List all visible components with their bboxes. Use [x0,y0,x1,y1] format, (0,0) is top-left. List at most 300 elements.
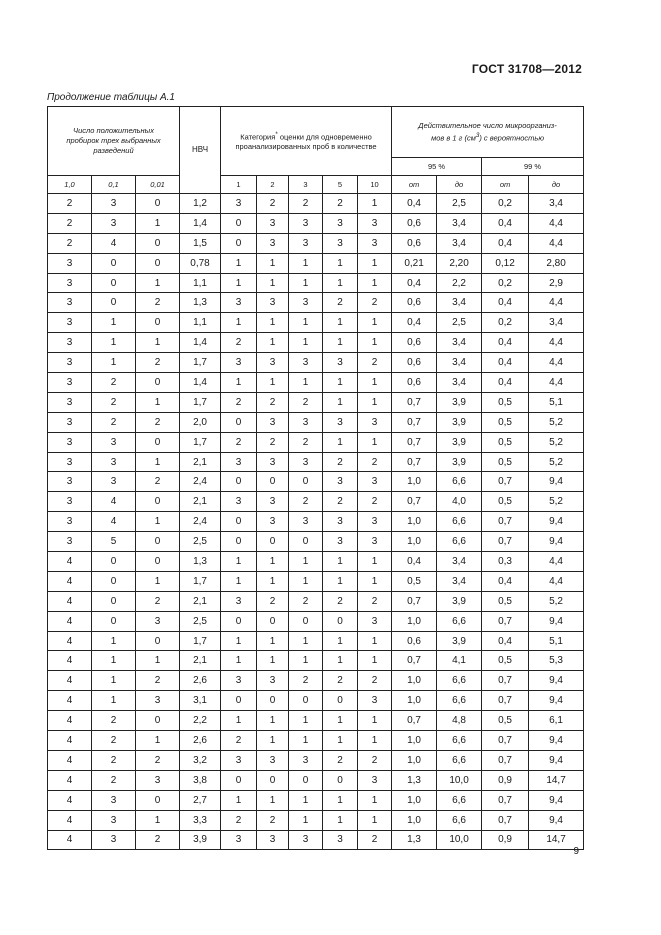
table-cell: 3 [358,472,392,492]
table-cell: 1 [358,651,392,671]
table-cell: 0,4 [482,333,529,353]
table-cell: 2 [358,293,392,313]
table-cell: 3,4 [437,353,482,373]
table-cell: 2 [92,373,136,393]
table-cell: 1 [289,333,323,353]
table-cell: 3 [136,611,180,631]
table-cell: 2,6 [180,731,221,751]
table-cell: 1 [358,432,392,452]
table-cell: 2 [358,452,392,472]
table-cell: 3 [358,512,392,532]
table-cell: 1,3 [392,770,437,790]
table-cell: 1 [92,353,136,373]
table-cell: 2 [92,731,136,751]
table-row [48,552,584,572]
header-to: до [529,176,584,194]
table-cell: 3 [48,353,92,373]
table-cell: 1 [257,731,289,751]
table-cell: 0,6 [392,213,437,233]
table-cell: 1 [358,810,392,830]
table-cell: 0,7 [482,790,529,810]
table-cell: 2 [221,731,257,751]
table-cell: 3 [48,492,92,512]
table-cell: 1,7 [180,392,221,412]
table-cell: 1,7 [180,353,221,373]
table-cell: 1 [221,571,257,591]
table-cell: 3 [289,452,323,472]
table-cell: 1 [358,731,392,751]
table-cell: 0 [221,770,257,790]
table-cell: 1,2 [180,194,221,214]
table-cell: 0 [92,253,136,273]
table-cell: 2,4 [180,472,221,492]
table-cell: 1 [289,790,323,810]
table-cell: 3,9 [437,392,482,412]
table-cell: 1 [323,552,358,572]
table-cell: 3 [289,293,323,313]
table-cell: 1,0 [392,810,437,830]
header-nvch: НВЧ [180,107,221,194]
table-cell: 4,4 [529,571,584,591]
table-cell: 1,3 [180,293,221,313]
header-dilution: 1,0 [48,176,92,194]
table-cell: 4 [48,691,92,711]
table-cell: 2,5 [180,611,221,631]
table-cell: 3,4 [437,233,482,253]
table-cell: 0,9 [482,770,529,790]
table-cell: 4 [48,790,92,810]
table-cell: 1,0 [392,512,437,532]
table-cell: 0,5 [392,571,437,591]
table-cell: 3,9 [437,452,482,472]
header-actual-line2-prefix: мов в 1 г (см [431,133,476,143]
table-cell: 2,2 [180,711,221,731]
table-cell: 0,7 [392,492,437,512]
table-row [48,711,584,731]
table-cell: 3,4 [437,552,482,572]
table-cell: 2 [257,810,289,830]
table-cell: 1 [257,273,289,293]
header-count: 5 [323,176,358,194]
table-cell: 3 [323,353,358,373]
table-row [48,313,584,333]
table-cell: 3 [257,830,289,850]
table-cell: 1 [221,552,257,572]
table-cell: 3,4 [529,194,584,214]
table-cell: 2 [323,293,358,313]
table-cell: 3 [221,591,257,611]
table-cell: 0,4 [482,571,529,591]
table-cell: 2 [136,412,180,432]
table-cell: 0,4 [482,213,529,233]
table-cell: 2 [136,293,180,313]
table-cell: 1 [257,631,289,651]
header-category-prefix: Категория [240,132,276,142]
table-cell: 3 [257,412,289,432]
table-cell: 2 [136,671,180,691]
table-cell: 2 [358,492,392,512]
table-cell: 1 [323,651,358,671]
table-cell: 5,3 [529,651,584,671]
table-cell: 1 [92,671,136,691]
table-cell: 0 [136,194,180,214]
table-cell: 1 [221,711,257,731]
table-cell: 3 [289,750,323,770]
table-cell: 0,5 [482,591,529,611]
table-cell: 3,4 [529,313,584,333]
table-row [48,412,584,432]
table-cell: 9,4 [529,731,584,751]
table-cell: 0,5 [482,432,529,452]
table-cell: 0,7 [482,671,529,691]
header-p95: 95 % [392,158,482,176]
table-cell: 1,3 [392,830,437,850]
table-cell: 3 [92,810,136,830]
table-cell: 2 [323,750,358,770]
table-cell: 4 [48,571,92,591]
table-cell: 6,6 [437,532,482,552]
table-cell: 1 [323,392,358,412]
table-cell: 2,7 [180,790,221,810]
table-cell: 1,3 [180,552,221,572]
table-cell: 1 [221,373,257,393]
table-cell: 0,4 [392,273,437,293]
table-cell: 4 [48,591,92,611]
table-cell: 1 [136,392,180,412]
table-cell: 0,7 [392,651,437,671]
table-row [48,790,584,810]
table-cell: 0,7 [482,810,529,830]
table-cell: 3 [358,233,392,253]
table-cell: 0,12 [482,253,529,273]
table-row [48,432,584,452]
table-cell: 1 [136,273,180,293]
table-cell: 1 [257,373,289,393]
table-cell: 0,3 [482,552,529,572]
header-actual-line2 [392,131,583,144]
table-cell: 1 [289,631,323,651]
table-cell: 4 [48,711,92,731]
table-cell: 0 [289,770,323,790]
table-cell: 14,7 [529,830,584,850]
table-body [48,194,584,850]
table-cell: 2 [136,472,180,492]
table-cell: 0 [323,770,358,790]
table-cell: 3,1 [180,691,221,711]
table-cell: 3 [221,830,257,850]
table-cell: 4 [48,830,92,850]
table-cell: 0 [92,293,136,313]
table-cell: 1 [92,691,136,711]
table-cell: 1,0 [392,671,437,691]
table-cell: 3,9 [437,432,482,452]
table-cell: 1 [358,253,392,273]
table-cell: 3 [221,492,257,512]
header-dilution: 0,01 [136,176,180,194]
table-cell: 0,6 [392,353,437,373]
table-cell: 0,7 [482,611,529,631]
table-cell: 1,7 [180,432,221,452]
table-cell: 3 [257,353,289,373]
table-row [48,611,584,631]
table-cell: 2,1 [180,492,221,512]
table-cell: 0 [289,472,323,492]
table-cell: 9,4 [529,512,584,532]
table-caption: Продолжение таблицы А.1 [47,92,175,103]
table-cell: 3 [48,293,92,313]
table-cell: 0,9 [482,830,529,850]
table-cell: 1 [92,333,136,353]
table-row [48,373,584,393]
table-cell: 2 [136,830,180,850]
table-cell: 1 [323,373,358,393]
table-cell: 6,6 [437,611,482,631]
table-cell: 2,80 [529,253,584,273]
table-cell: 1 [221,273,257,293]
table-cell: 3 [289,830,323,850]
table-cell: 4 [48,611,92,631]
table-cell: 0 [221,512,257,532]
table-row [48,750,584,770]
table-cell: 4,4 [529,353,584,373]
table-cell: 2 [136,591,180,611]
table-cell: 0,5 [482,492,529,512]
table-cell: 1 [358,552,392,572]
table-cell: 1 [221,631,257,651]
table-cell: 1 [257,552,289,572]
table-row [48,631,584,651]
header-actual-line2-suffix: ) с вероятностью [479,133,544,143]
table-row [48,213,584,233]
table-cell: 1 [289,711,323,731]
table-cell: 1 [221,313,257,333]
table-cell: 0,7 [392,412,437,432]
table-cell: 1 [257,651,289,671]
table-cell: 0 [221,691,257,711]
table-cell: 2 [257,591,289,611]
table-cell: 3 [323,412,358,432]
table-cell: 4 [48,671,92,691]
table-cell: 3 [92,472,136,492]
table-cell: 1 [358,571,392,591]
table-cell: 1,0 [392,750,437,770]
table-cell: 2 [257,432,289,452]
table-cell: 1,0 [392,731,437,751]
table-cell: 3 [289,412,323,432]
table-cell: 1 [289,273,323,293]
table-cell: 2 [289,492,323,512]
table-cell: 1 [358,631,392,651]
table-cell: 2 [289,194,323,214]
table-cell: 4 [48,731,92,751]
table-cell: 3 [221,750,257,770]
table-cell: 3 [257,452,289,472]
table-cell: 3,4 [437,373,482,393]
table-cell: 3 [358,770,392,790]
table-cell: 0,7 [482,472,529,492]
header-actual-count [392,107,584,158]
table-cell: 0 [323,691,358,711]
document-code: ГОСТ 31708—2012 [471,62,582,76]
header-positives: Число положительных пробирок трех выбранных разведений [48,107,180,176]
table-cell: 1 [323,313,358,333]
table-cell: 0,5 [482,711,529,731]
table-cell: 3 [221,452,257,472]
table-cell: 6,6 [437,671,482,691]
table-row [48,591,584,611]
table-row [48,810,584,830]
table-row [48,333,584,353]
table-cell: 3 [257,233,289,253]
table-cell: 2 [92,750,136,770]
table-cell: 3 [358,412,392,432]
table-row [48,691,584,711]
table-row [48,731,584,751]
table-cell: 3 [221,353,257,373]
table-cell: 6,1 [529,711,584,731]
table-cell: 9,4 [529,611,584,631]
table-cell: 2 [221,810,257,830]
table-cell: 0,6 [392,373,437,393]
table-cell: 1 [323,432,358,452]
table-cell: 0,5 [482,412,529,432]
table-cell: 4,8 [437,711,482,731]
data-table [47,106,584,850]
table-cell: 2,4 [180,512,221,532]
table-cell: 0 [136,373,180,393]
table-cell: 3,9 [437,631,482,651]
table-cell: 1 [257,790,289,810]
table-cell: 2 [358,353,392,373]
table-cell: 1 [289,571,323,591]
table-cell: 3 [48,273,92,293]
table-cell: 4,4 [529,233,584,253]
table-cell: 3 [323,532,358,552]
table-cell: 4,4 [529,333,584,353]
table-cell: 1 [323,253,358,273]
table-cell: 2 [221,392,257,412]
table-cell: 5,2 [529,432,584,452]
table-cell: 1 [136,571,180,591]
table-cell: 1 [136,452,180,472]
table-cell: 2 [323,492,358,512]
table-cell: 1 [136,333,180,353]
header-from: от [392,176,437,194]
table-row [48,233,584,253]
table-cell: 0,7 [482,512,529,532]
table-cell: 3 [323,472,358,492]
header-category [221,107,392,176]
table-cell: 2 [257,392,289,412]
table-cell: 0,2 [482,313,529,333]
table-row [48,392,584,412]
table-cell: 0 [92,273,136,293]
table-cell: 1 [136,213,180,233]
table-cell: 1 [136,651,180,671]
table-cell: 9,4 [529,472,584,492]
table-cell: 0 [257,611,289,631]
table-row [48,253,584,273]
table-cell: 3 [323,512,358,532]
header-actual-line1: Действительное число микроорганиз- [418,120,557,130]
table-cell: 2 [289,671,323,691]
table-cell: 0,7 [392,711,437,731]
table-row [48,770,584,790]
table-cell: 2,2 [437,273,482,293]
table-cell: 3,4 [437,293,482,313]
table-cell: 3,3 [180,810,221,830]
header-p99: 99 % [482,158,584,176]
table-cell: 3,9 [437,591,482,611]
table-cell: 0,5 [482,651,529,671]
table-cell: 2 [358,830,392,850]
table-cell: 2,6 [180,671,221,691]
table-row [48,492,584,512]
table-cell: 0,6 [392,631,437,651]
table-cell: 3 [257,671,289,691]
table-cell: 1 [289,253,323,273]
table-cell: 3 [136,691,180,711]
table-cell: 0 [221,472,257,492]
table-cell: 3 [358,532,392,552]
table-cell: 1 [221,253,257,273]
table-cell: 3 [257,512,289,532]
table-cell: 2 [48,194,92,214]
table-cell: 0,7 [392,432,437,452]
table-cell: 3,8 [180,770,221,790]
table-cell: 4,4 [529,552,584,572]
table-cell: 0 [136,631,180,651]
table-cell: 1 [221,790,257,810]
table-cell: 1,5 [180,233,221,253]
table-cell: 2 [92,392,136,412]
table-row [48,532,584,552]
table-cell: 6,6 [437,731,482,751]
table-cell: 3 [358,213,392,233]
table-cell: 3 [92,790,136,810]
table-cell: 0,6 [392,233,437,253]
table-cell: 6,6 [437,472,482,492]
table-cell: 2 [323,591,358,611]
table-cell: 3 [48,333,92,353]
table-cell: 0,5 [482,452,529,472]
table-cell: 1 [257,711,289,731]
table-cell: 0,7 [392,452,437,472]
table-cell: 3 [48,313,92,333]
table-cell: 2 [136,750,180,770]
table-cell: 0 [136,313,180,333]
table-cell: 2 [221,333,257,353]
table-cell: 3 [289,512,323,532]
table-cell: 1,1 [180,313,221,333]
table-cell: 6,6 [437,691,482,711]
table-cell: 3 [48,432,92,452]
table-cell: 1,0 [392,691,437,711]
table-cell: 3,2 [180,750,221,770]
table-cell: 2 [48,233,92,253]
table-cell: 3,4 [437,333,482,353]
table-cell: 4,0 [437,492,482,512]
table-cell: 6,6 [437,810,482,830]
table-cell: 1 [257,253,289,273]
table-cell: 5,2 [529,412,584,432]
table-cell: 0,4 [482,373,529,393]
table-cell: 1 [289,313,323,333]
table-cell: 0 [257,472,289,492]
table-cell: 0,4 [482,233,529,253]
table-cell: 9,4 [529,671,584,691]
table-cell: 4 [48,631,92,651]
